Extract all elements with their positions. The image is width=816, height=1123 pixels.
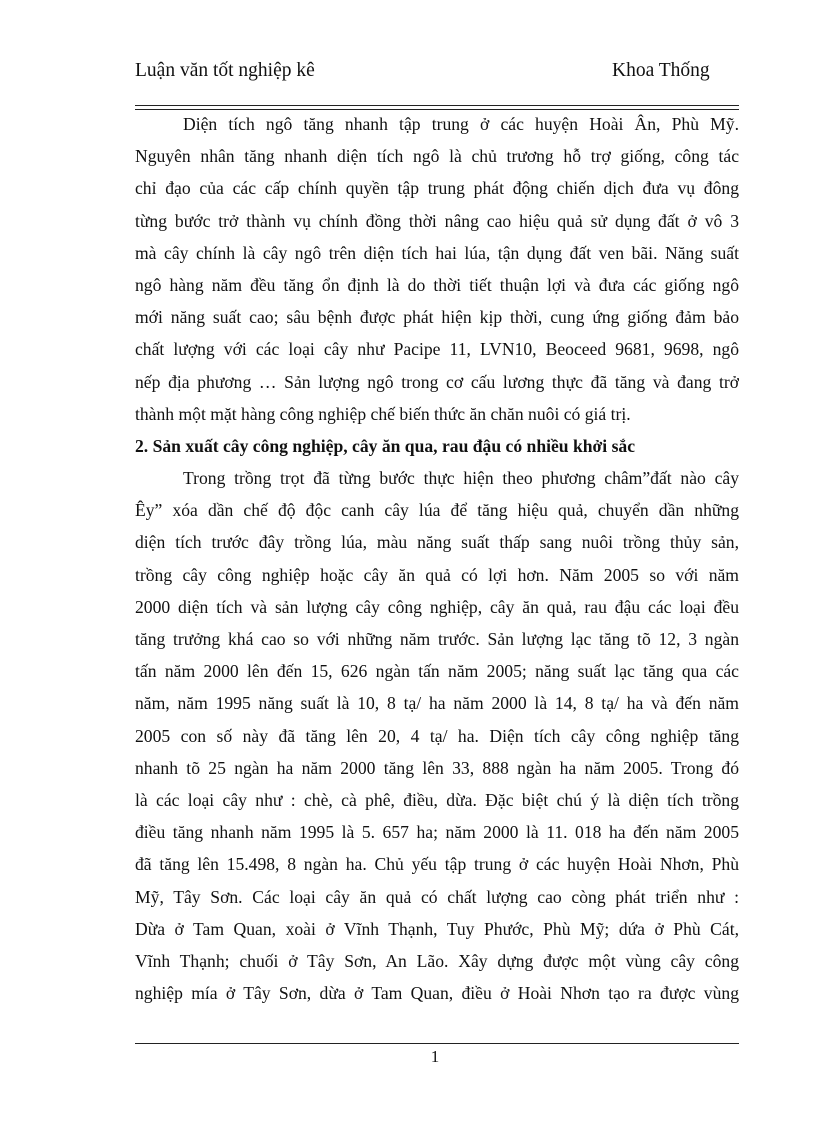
- page-body: [135, 108, 739, 1009]
- paragraph-2-line: Dừa ở Tam Quan, xoài ở Vĩnh Thạnh, Tuy Phước, Phù Mỹ; dứa ở Phù Cát,: [135, 918, 739, 939]
- paragraph-2-line: nghiệp mía ở Tây Sơn, dừa ở Tam Quan, điều ở Hoài Nhơn tạo ra được vùng: [135, 983, 739, 1004]
- paragraph-2-line: nhanh tõ 25 ngàn ha năm 2000 tăng lên 33, 888 ngàn ha năm 2005. Trong đó: [135, 757, 739, 778]
- paragraph-2-line: 2005 con số này đã tăng lên 20, 4 tạ/ ha. Diện tích cây công nghiệp tăng: [135, 725, 739, 746]
- paragraph-2-line: tấn năm 2000 lên đến 15, 626 ngàn tấn năm 2005; năng suất lạc tăng qua các: [135, 661, 739, 682]
- paragraph-2-line: trồng cây công nghiệp hoặc cây ăn quả có lợi hơn. Năm 2005 so với năm: [135, 564, 739, 585]
- header-thesis-title: Luận văn tốt nghiệp kê: [135, 60, 315, 81]
- paragraph-1-line: mới năng suất cao; sâu bệnh được phát hiện kịp thời, cung ứng giống đảm bảo: [135, 307, 739, 328]
- paragraph-1-line: từng bước trở thành vụ chính đồng thời nâng cao hiệu quả sử dụng đất ở vô 3: [135, 210, 739, 231]
- paragraph-2-line: là các loại cây như : chè, cà phê, điều, dừa. Đặc biệt chú ý là diện tích trồng: [135, 789, 739, 810]
- paragraph-2-line: tăng trưởng khá cao so với những năm trước. Sản lượng lạc tăng tõ 12, 3 ngàn: [135, 629, 739, 649]
- header-rule-thick: [135, 105, 739, 106]
- paragraph-2-line: đã tăng lên 15.498, 8 ngàn ha. Chủ yếu tập trung ở các huyện Hoài Nhơn, Phù: [135, 854, 739, 875]
- header-faculty-name: Khoa Thống: [612, 60, 710, 81]
- page-number: 1: [430, 1047, 440, 1066]
- paragraph-2-line: điều tăng nhanh năm 1995 là 5. 657 ha; năm 2000 là 11. 018 ha đến năm 2005: [135, 822, 739, 843]
- paragraph-1-line: chỉ đạo của các cấp chính quyền tập trung phát động chiến dịch đưa vụ đông: [135, 178, 739, 199]
- paragraph-2-line: 2000 diện tích và sản lượng cây công nghiệp, cây ăn quả, rau đậu các loại đều: [135, 596, 739, 617]
- footer-rule: [135, 1043, 739, 1044]
- paragraph-1-line: Diện tích ngô tăng nhanh tập trung ở các huyện Hoài Ân, Phù Mỹ.: [183, 114, 739, 134]
- paragraph-2-line: Trong trồng trọt đã từng bước thực hiện theo phương châm”đất nào cây: [183, 468, 739, 489]
- paragraph-1-line: nếp địa phương … Sản lượng ngô trong cơ cấu lương thực đã tăng và đang trở: [135, 371, 739, 392]
- section-heading: 2. Sản xuất cây công nghiệp, cây ăn qua, rau đậu có nhiều khởi sắc: [135, 435, 636, 456]
- paragraph-1-line: thành một mặt hàng công nghiệp chế biến thức ăn chăn nuôi có giá trị.: [135, 403, 631, 424]
- paragraph-2-line: năm, năm 1995 năng suất là 10, 8 tạ/ ha năm 2000 là 14, 8 tạ/ ha và đến năm: [135, 693, 739, 714]
- paragraph-2-line: diện tích trước đây trồng lúa, màu năng suất thấp sang nuôi trồng thủy sản,: [135, 532, 739, 553]
- paragraph-2-line: Mỹ, Tây Sơn. Các loại cây ăn quả có chất lượng cao còng phát triển như :: [135, 886, 739, 907]
- paragraph-1-line: mà cây chính là cây ngô trên diện tích hai lúa, tận dụng đất ven bãi. Năng suất: [135, 242, 739, 263]
- paragraph-2-line: Vĩnh Thạnh; chuối ở Tây Sơn, An Lão. Xây dựng được một vùng cây công: [135, 950, 739, 971]
- paragraph-1-line: Nguyên nhân tăng nhanh diện tích ngô là chủ trương hỗ trợ giống, công tác: [135, 146, 739, 167]
- paragraph-2-line: Êy” xóa dần chế độ độc canh cây lúa để tăng hiệu quả, chuyển dần những: [135, 500, 739, 521]
- paragraph-1-line: chất lượng với các loại cây như Pacipe 11, LVN10, Beoceed 9681, 9698, ngô: [135, 339, 739, 360]
- paragraph-1-line: ngô hàng năm đều tăng ổn định là do thời tiết thuận lợi và đưa các giống ngô: [135, 274, 739, 295]
